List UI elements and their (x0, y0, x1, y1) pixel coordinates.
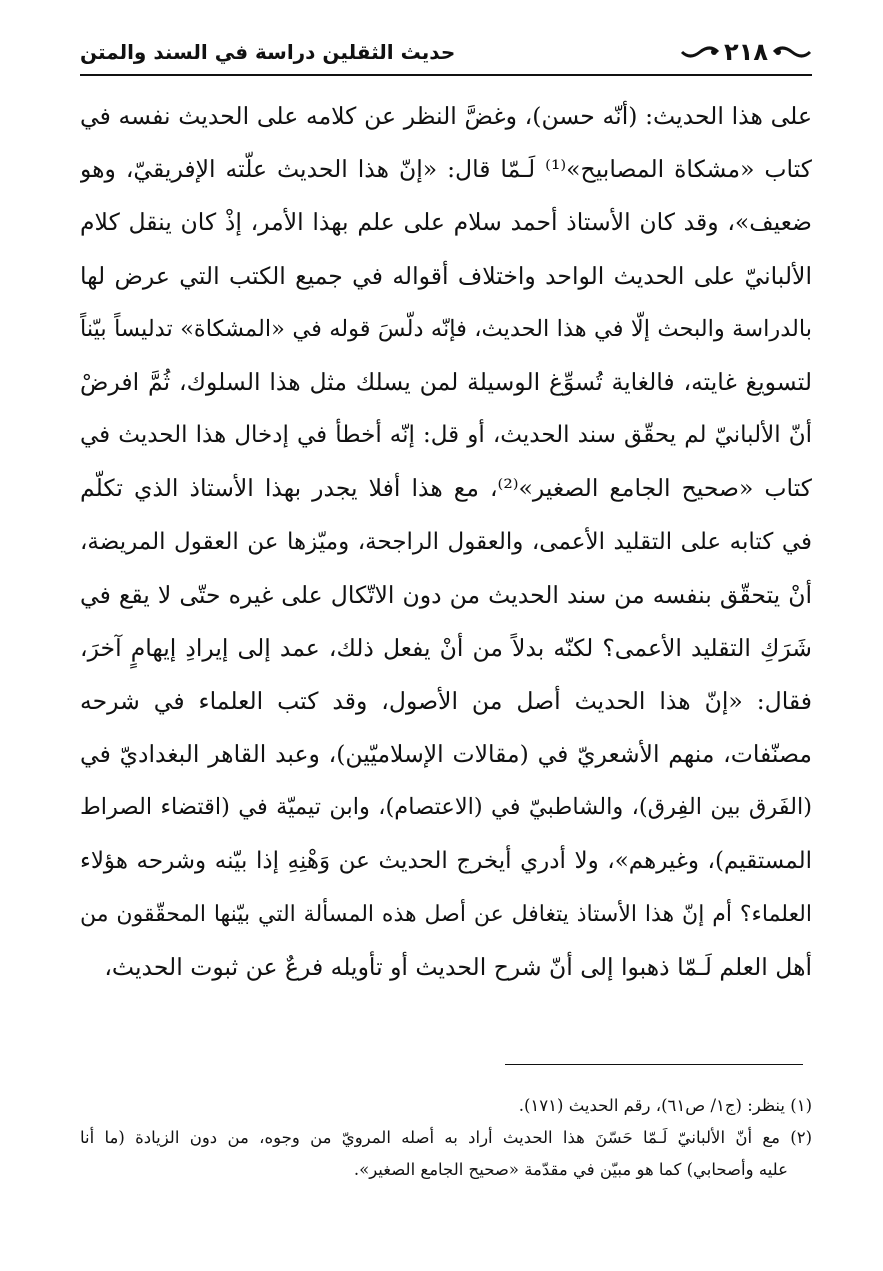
page-header (80, 30, 812, 76)
footnotes (80, 1090, 812, 1186)
footnote-2: (٢) مع أنّ الألبانيّ لَـمّا حَسّنَ هذا الحديث أراد به أصله المرويّ من وجوه، من دون الزيادة (ما أنا (80, 1128, 812, 1147)
body-line: أنْ يتحقّق بنفسه من سند الحديث من دون الاتّكال على غيره حتّى لا يقع في (80, 580, 812, 609)
body-line: ضعيف»، وقد كان الأستاذ أحمد سلام على علم بهذا الأمر، إذْ كان ينقل كلام (80, 208, 812, 237)
running-title: حديث الثقلين دراسة في السند والمتن (80, 40, 456, 64)
body-line: كتاب «مشكاة المصابيح»⁽¹⁾ لَـمّا قال: «إنّ هذا الحديث علّته الإفريقيّ، وهو (80, 155, 812, 184)
body-line: في كتابه على التقليد الأعمى، والعقول الراجحة، وميّزها عن العقول المريضة، (80, 528, 812, 555)
body-line: بالدراسة والبحث إلّا في هذا الحديث، فإنّه دلّسَ قوله في «المشكاة» تدليساً بيّناً (80, 315, 812, 342)
page-number: ٢١٨ (724, 38, 768, 66)
footnote-1: (١) ينظر: (ج١/ ص٦١)، رقم الحديث (١٧١). (518, 1096, 812, 1115)
body-line: لتسويغ غايته، فالغاية تُسوِّغ الوسيلة لمن يسلك مثل هذا السلوك، ثُمَّ افرضْ (80, 367, 812, 396)
body-line: أهل العلم لَـمّا ذهبوا إلى أنّ شرح الحديث أو تأويله فرعٌ عن ثبوت الحديث، (104, 953, 812, 981)
footnote-divider (505, 1064, 803, 1065)
ornament-left-icon (680, 43, 720, 61)
body-line: كتاب «صحيح الجامع الصغير»⁽²⁾، مع هذا أفلا يجدر بهذا الأستاذ الذي تكلّم (80, 474, 812, 503)
body-line: مصنّفات، منهم الأشعريّ في (مقالات الإسلاميّين)، وعبد القاهر البغداديّ في (80, 740, 812, 769)
body-text (80, 90, 812, 1030)
ornament-right-icon (772, 43, 812, 61)
page-number-group (680, 38, 812, 66)
body-line: فقال: «إنّ هذا الحديث أصل من الأصول، وقد كتب العلماء في شرحه (80, 687, 812, 716)
body-line: المستقيم)، وغيرهم»، ولا أدري أيخرج الحديث عن وَهْنِهِ إذا بيّنه وشرحه هؤلاء (80, 847, 812, 874)
body-line: الألبانيّ على الحديث الواحد واختلاف أقواله في جميع الكتب التي عرض لها (80, 261, 812, 290)
footnote-2-continuation: عليه وأصحابي) كما هو مبيّن في مقدّمة «صحيح الجامع الصغير». (353, 1160, 788, 1179)
body-line: على هذا الحديث: (أنّه حسن)، وغضَّ النظر عن كلامه على الحديث نفسه في (80, 102, 812, 130)
body-line: (الفَرق بين الفِرق)، والشاطبيّ في (الاعتصام)، وابن تيميّة في (اقتضاء الصراط (80, 794, 812, 821)
body-line: شَرَكِ التقليد الأعمى؟ لكنّه بدلاً من أنْ يفعل ذلك، عمد إلى إيرادِ إيهامٍ آخرَ، (80, 633, 812, 662)
body-line: العلماء؟ أم إنّ هذا الأستاذ يتغافل عن أصل هذه المسألة التي بيّنها المحقّقون من (80, 901, 812, 927)
body-line: أنّ الألبانيّ لم يحقّق سند الحديث، أو قل: إنّه أخطأ في إدخال هذا الحديث في (80, 422, 812, 449)
